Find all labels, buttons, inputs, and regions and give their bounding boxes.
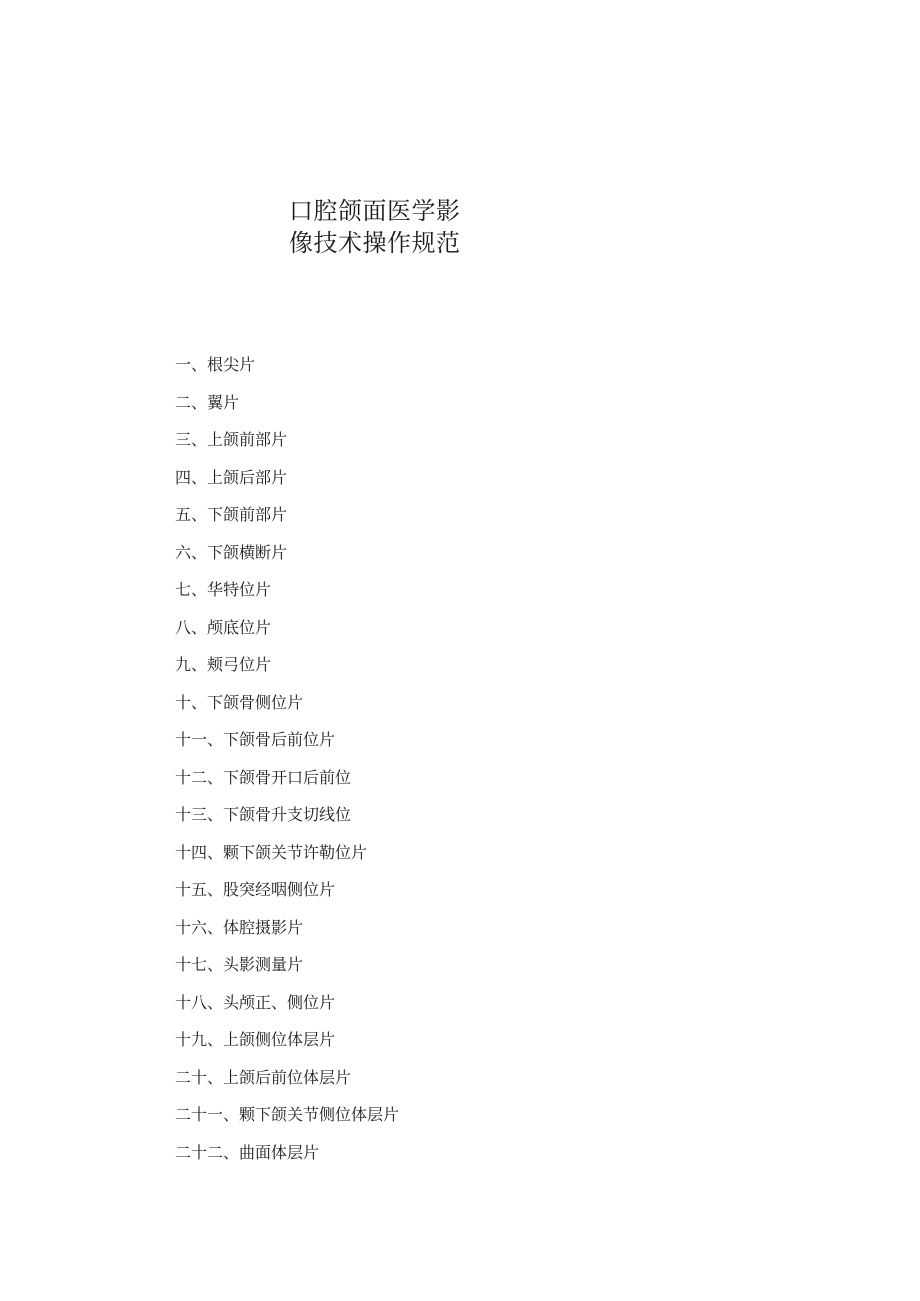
toc-item: 二、翼片 [175,392,240,412]
toc-item: 六、下颌横断片 [175,542,288,562]
toc-item: 十七、头影测量片 [175,955,304,974]
title-line-1: 口腔颌面医学影 [289,197,461,225]
toc-item: 一、根尖片 [175,355,256,374]
toc-item: 十二、下颌骨开口后前位 [175,767,352,787]
toc-item: 二十一、颗下颌关节侧位体层片 [175,1105,400,1124]
toc-item: 二十、上颌后前位体层片 [175,1067,352,1087]
toc-item: 十四、颗下颌关节许勒位片 [175,842,368,862]
table-of-contents [175,346,399,1171]
document-title [289,195,479,259]
toc-item: 十六、体腔摄影片 [175,917,304,937]
toc-item: 九、颊弓位片 [175,655,272,674]
toc-item: 二十二、曲面体层片 [175,1142,320,1162]
toc-item: 十一、下颌骨后前位片 [175,730,336,749]
toc-item: 十八、头颅正、侧位片 [175,992,336,1012]
toc-item: 四、上颌后部片 [175,467,288,487]
toc-item: 十五、股突经咽侧位片 [175,880,336,899]
title-line-2: 像技术操作规范 [289,229,461,257]
toc-item: 八、颅底位片 [175,617,272,637]
toc-item: 十九、上颌侧位体层片 [175,1030,336,1049]
toc-item: 十、下颌骨侧位片 [175,692,304,712]
toc-item: 十三、下颌骨升支切线位 [175,805,352,824]
toc-item: 三、上颌前部片 [175,430,288,449]
toc-item: 七、华特位片 [175,580,272,599]
toc-item: 五、下颌前部片 [175,505,288,524]
